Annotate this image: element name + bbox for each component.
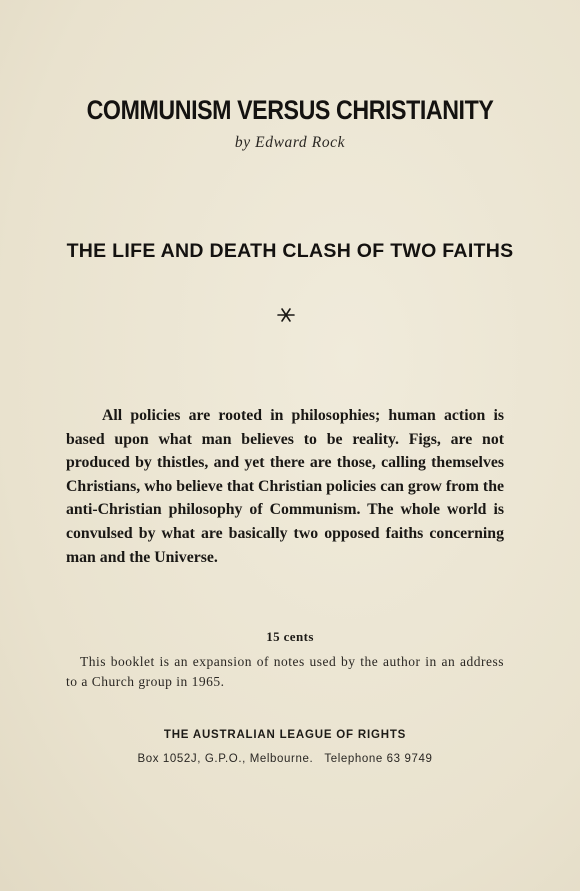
author-byline: by Edward Rock bbox=[234, 134, 346, 151]
lede-paragraph: All policies are rooted in philosophies; human action is based upon what man believes to be reality. Figs, are not produced by thistles, and yet there are those, calling themselves Christians, who believe that Christian policies can grow from the anti-Christian philosophy of Communism. The whole world is convulsed by what are basically two opposed faiths concerning man and the Universe. bbox=[66, 407, 504, 566]
publisher-address: Box 1052J, G.P.O., Melbourne. Telephone 63 9749 bbox=[137, 753, 433, 765]
document-title: COMMUNISM VERSUS CHRISTIANITY bbox=[86, 95, 494, 125]
document-subtitle: THE LIFE AND DEATH CLASH OF TWO FAITHS bbox=[66, 240, 514, 262]
asterisk-ornament-icon bbox=[274, 303, 298, 327]
booklet-note: This booklet is an expansion of notes used by the author in an address to a Church group in 1965. bbox=[66, 654, 504, 689]
publisher-name: THE AUSTRALIAN LEAGUE OF RIGHTS bbox=[163, 729, 407, 741]
price-label: 15 cents bbox=[266, 629, 314, 644]
